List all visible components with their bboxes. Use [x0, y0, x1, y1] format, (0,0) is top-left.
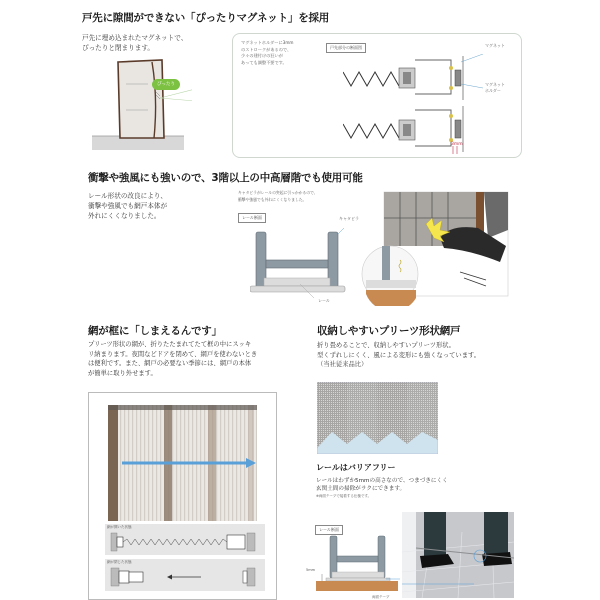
pleated-screen-photo [108, 405, 257, 521]
body-line: 折り畳めることで、収納しやすいプリーツ形状。 [317, 342, 455, 349]
callout-caterpillar: キャタピラ [339, 216, 359, 221]
section-title-pleated: 収納しやすいプリーツ形状網戸 [317, 325, 461, 337]
magnet-detail-panel [232, 33, 522, 158]
state-open-diagram [105, 524, 265, 555]
body-line: 玄関土間の掃除がラクにできます。 [316, 486, 406, 492]
dimension-5mm: 5mm [306, 568, 316, 572]
section-body-barrier-free [316, 477, 448, 493]
state-closed-diagram [105, 559, 265, 591]
body-line: ぴったりと閉まります。 [82, 44, 155, 52]
rail-section-label: レール断面 [238, 213, 266, 223]
section-body-magnet [82, 33, 187, 53]
entrance-floor-photo [402, 512, 514, 598]
body-line: レールはわずか5mmの高さなので、つまづきにくく [316, 478, 448, 484]
cross-section-label: 戸先部分の断面図 [326, 43, 366, 53]
body-line: レール形状の改良により、 [88, 192, 167, 200]
barrier-free-rail-diagram [312, 532, 400, 594]
section-title-barrier-free: レールはバリアフリー [316, 463, 396, 472]
section-title-storage-frame: 網が框に「しまえるんです」 [88, 325, 222, 337]
body-line: プリーツ形状の網が、折りたたまれてたて框の中にスッキ [88, 341, 252, 348]
body-line: が簡単に取り外せます。 [88, 369, 157, 377]
detail-line: あっても調整不要です。 [241, 59, 287, 65]
section-title-impact: 衝撃や強風にも強いので、3階以上の中高層階でも使用可能 [88, 172, 363, 184]
callout-double-sided-tape: 両面テープ [372, 595, 390, 599]
section-body-impact [88, 191, 167, 221]
detail-line: のストロークがあるので、 [241, 46, 292, 52]
callout-magnet: マグネット [485, 43, 505, 48]
body-line: 戸先に埋め込まれたマグネットで、 [82, 34, 188, 42]
note-line: キャタピラがレールの突起に引っかかるので、 [238, 190, 318, 195]
bubble-pittari: ぴったり [152, 79, 180, 90]
section-title-magnet: 戸先に隙間ができない「ぴったりマグネット」を採用 [82, 12, 330, 24]
detail-line: マグネットホルダーに3mm [241, 40, 294, 45]
rail-section-label-2: レール断面 [315, 525, 343, 535]
door-illustration [92, 58, 192, 154]
body-line: リ納まります。夜間などドアを閉めて、網戸を使わないとき [88, 350, 258, 358]
caterpillar-note [238, 190, 318, 203]
detail-line: 少々の建付けの狂いが [241, 53, 283, 58]
impact-illustration [360, 190, 510, 306]
magnet-detail-text [241, 40, 294, 66]
callout-line: ホルダー [485, 88, 501, 93]
body-line: 型くずれしにくく、風による変形にも強くなっています。 [317, 351, 481, 359]
section-body-storage-frame [88, 340, 257, 378]
section-body-pleated [317, 341, 480, 370]
note-line: 衝撃や強風でも外れにくくなりました。 [238, 196, 307, 202]
pleated-mesh-photo [317, 382, 438, 454]
rail-cross-section-diagram [250, 228, 350, 303]
body-line: （当社従来品比） [317, 361, 368, 368]
tape-note: ※両面テープで接着する仕様です。 [316, 494, 372, 498]
callout-magnet-holder [485, 82, 505, 94]
dimension-3mm: 3mm [451, 142, 463, 147]
pleated-screen-demo-panel [88, 392, 277, 600]
state-closed-label: 網が閉じた状態 [107, 560, 132, 564]
body-line: は便利です。また、網戸の必要ない季節には、網戸の本体 [88, 360, 252, 367]
body-line: 外れにくくなりました。 [88, 212, 161, 220]
callout-line: マグネット [485, 82, 505, 87]
callout-rail: レール [318, 298, 330, 303]
state-open-label: 網が開いた状態 [107, 525, 132, 529]
magnet-cross-section-diagram [343, 54, 518, 154]
body-line: 衝撃や強風でも網戸本体が [88, 202, 168, 210]
